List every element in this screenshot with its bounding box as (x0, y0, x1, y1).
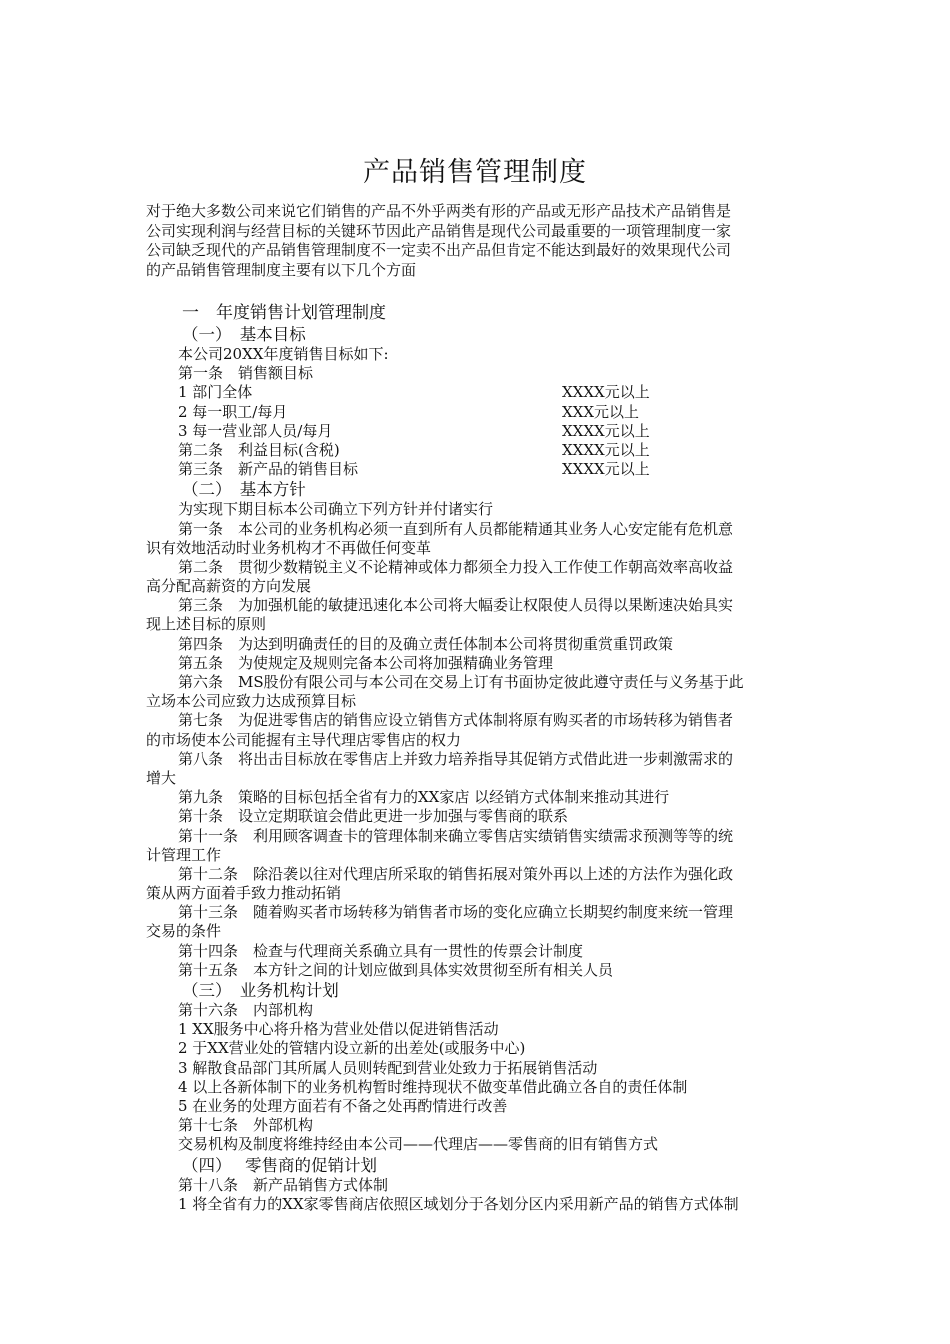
organization-line: 4 以上各新体制下的业务机构暂时维持现状不做变革借此确立各自的责任体制 (178, 1077, 688, 1096)
intro-paragraph (146, 202, 808, 280)
policy-line: 第四条 为达到明确责任的目的及确立责任体制本公司将贯彻重赏重罚政策 (178, 634, 674, 653)
sales-target-list (146, 383, 810, 479)
target-row (146, 383, 810, 402)
policy-line: 交易的条件 (146, 922, 222, 941)
target-row (146, 422, 810, 441)
target-value: XXX元以上 (562, 402, 640, 421)
organization-line: 第十六条 内部机构 (178, 1001, 314, 1019)
policy-line: 立场本公司应致力达成预算目标 (146, 692, 357, 711)
intro-line: 对于绝大多数公司来说它们销售的产品不外乎两类有形的产品或无形产品技术产品销售是 (146, 202, 732, 220)
policy-line: 识有效地活动时业务机构才不再做任何变革 (146, 538, 432, 557)
policy-line: 第十一条 利用顾客调查卡的管理体制来确立零售店实绩销售实绩需求预测等等的统 (178, 826, 734, 845)
target-row (146, 460, 810, 479)
document-body (146, 302, 810, 1214)
policy-line: 第十条 设立定期联谊会借此更进一步加强与零售商的联系 (178, 807, 569, 826)
target-label: 第三条 新产品的销售目标 (178, 460, 359, 479)
policy-line: 的市场使本公司能握有主导代理店零售店的权力 (146, 730, 462, 749)
policy-line: 第十二条 除沿袭以往对代理店所采取的销售拓展对策外再以上述的方法作为强化政 (178, 864, 734, 883)
policy-line: 第一条 本公司的业务机构必须一直到所有人员都能精通其业务人心安定能有危机意 (178, 519, 734, 538)
document-title: 产品销售管理制度 (363, 157, 587, 188)
target-value: XXXX元以上 (562, 383, 650, 402)
policy-line: 第九条 策略的目标包括全省有力的XX家店 以经销方式体制来推动其进行 (178, 788, 670, 807)
target-value: XXXX元以上 (562, 460, 650, 479)
policy-line: 为实现下期目标本公司确立下列方针并付诸实行 (178, 500, 494, 519)
target-label: 1 部门全体 (178, 383, 253, 402)
target-value: XXXX元以上 (562, 421, 650, 440)
target-value: XXXX元以上 (562, 440, 650, 459)
text-line: 第一条 销售额目标 (178, 364, 314, 383)
organization-line: 交易机构及制度将维持经由本公司——代理店——零售商的旧有销售方式 (178, 1135, 659, 1154)
target-label: 第二条 利益目标(含税) (178, 440, 340, 459)
intro-line: 公司实现利润与经营目标的关键环节因此产品销售是现代公司最重要的一项管理制度一家 (146, 221, 732, 240)
policy-line: 高分配高薪资的方向发展 (146, 577, 312, 596)
intro-line: 的产品销售管理制度主要有以下几个方面 (146, 260, 417, 279)
section-heading: 一 年度销售计划管理制度 (182, 303, 386, 323)
intro-line: 公司缺乏现代的产品销售管理制度不一定卖不出产品但肯定不能达到最好的效果现代公司 (146, 241, 732, 259)
promotion-line: 第十八条 新产品销售方式体制 (178, 1175, 389, 1194)
organization-line: 5 在业务的处理方面若有不备之处再酌情进行改善 (178, 1096, 508, 1115)
policy-line: 第十五条 本方针之间的计划应做到具体实效贯彻至所有相关人员 (178, 960, 614, 979)
target-label: 3 每一营业部人员/每月 (178, 421, 333, 440)
organization-line: 1 XX服务中心将升格为营业处借以促进销售活动 (178, 1020, 499, 1039)
organization-line: 2 于XX营业处的管辖内设立新的出差处(或服务中心) (178, 1039, 526, 1058)
target-row (146, 441, 810, 460)
promotion-line: 1 将全省有力的XX家零售商店依照区域划分于各划分区内采用新产品的销售方式体制 (178, 1194, 739, 1213)
organization-plan-list (146, 1001, 810, 1155)
policy-line: 第七条 为促进零售店的销售应设立销售方式体制将原有购买者的市场转移为销售者 (178, 711, 734, 730)
policy-line: 第二条 贯彻少数精锐主义不论精神或体力都须全力投入工作使工作朝高效率高收益 (178, 557, 734, 576)
policy-list (146, 500, 810, 980)
policy-line: 策从两方面着手致力推动拓销 (146, 884, 342, 903)
policy-line: 第六条 MS股份有限公司与本公司在交易上订有书面协定彼此遵守责任与义务基于此 (178, 673, 744, 691)
policy-line: 第五条 为使规定及规则完备本公司将加强精确业务管理 (178, 653, 554, 672)
policy-line: 第三条 为加强机能的敏捷迅速化本公司将大幅委让权限使人员得以果断速决始具实 (178, 596, 734, 615)
policy-line: 第十四条 检查与代理商关系确立具有一贯性的传票会计制度 (178, 941, 584, 960)
policy-line: 第八条 将出击目标放在零售店上并致力培养指导其促销方式借此进一步刺激需求的 (178, 749, 734, 768)
subsection-heading: （二） 基本方针 (182, 480, 306, 500)
organization-line: 3 解散食品部门其所属人员则转配到营业处致力于拓展销售活动 (178, 1058, 598, 1077)
retail-promotion-list (146, 1176, 810, 1214)
policy-line: 计管理工作 (146, 845, 222, 864)
target-label: 2 每一职工/每月 (178, 402, 288, 421)
subsection-heading: （三） 业务机构计划 (182, 981, 339, 1000)
policy-line: 现上述目标的原则 (146, 615, 267, 634)
text-line: 本公司20XX年度销售目标如下: (178, 345, 389, 363)
subsection-heading: （四） 零售商的促销计划 (182, 1155, 377, 1175)
subsection-heading: （一） 基本目标 (182, 325, 306, 344)
target-row (146, 403, 810, 422)
policy-line: 第十三条 随着购买者市场转移为销售者市场的变化应确立长期契约制度来统一管理 (178, 903, 734, 922)
organization-line: 第十七条 外部机构 (178, 1116, 314, 1135)
policy-line: 增大 (146, 768, 177, 787)
